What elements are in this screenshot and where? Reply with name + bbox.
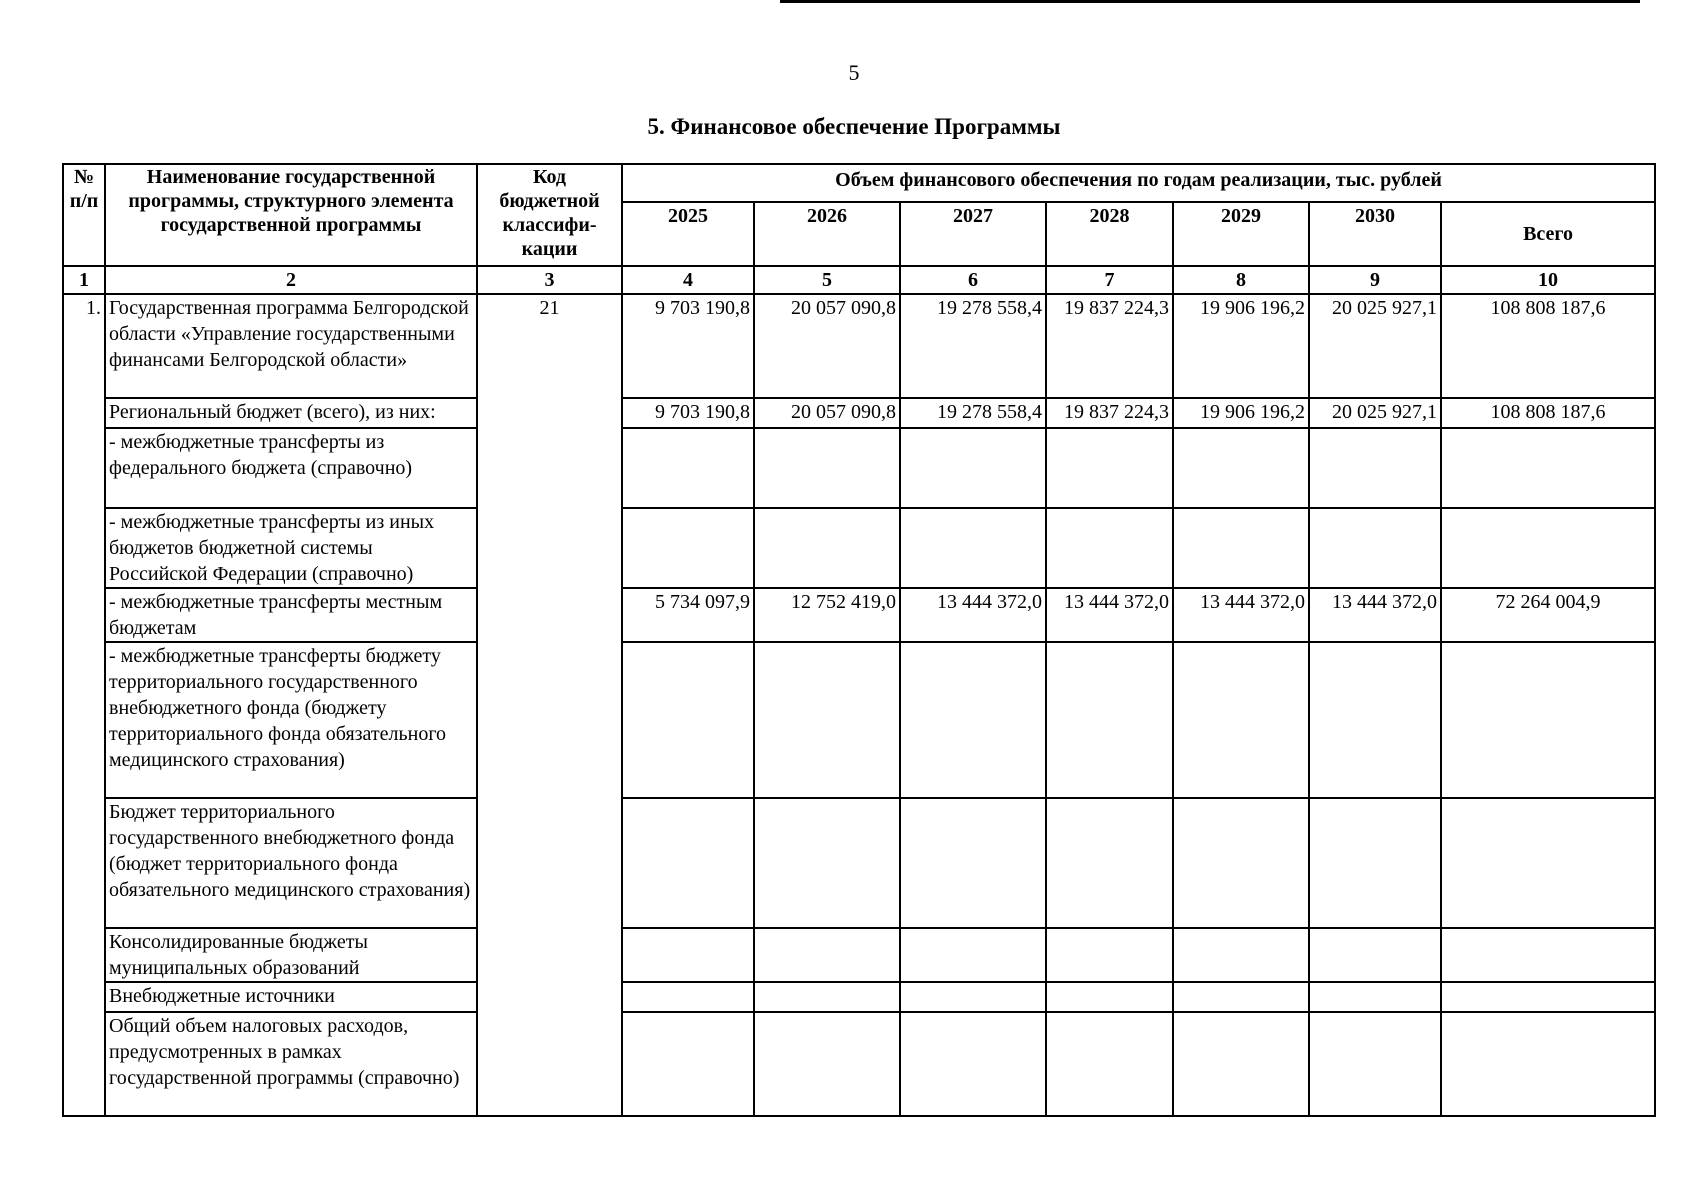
value-2025: 5 734 097,9: [622, 588, 754, 642]
value-total: [1441, 642, 1655, 798]
value-2030: [1309, 1012, 1441, 1116]
column-number: 1: [63, 266, 105, 294]
row-name: Общий объем налоговых расходов, предусмотренных в рамках государственной программы (справочно): [105, 1012, 477, 1116]
value-2030: [1309, 428, 1441, 508]
value-2028: 19 837 224,3: [1046, 294, 1173, 398]
value-2027: [900, 642, 1046, 798]
table-row: [63, 1012, 1655, 1116]
value-total: [1441, 508, 1655, 588]
column-number-row: [63, 266, 1655, 294]
page-number: 5: [848, 60, 860, 85]
value-2025: [622, 508, 754, 588]
header-name: Наименование государственной программы, структурного элемента государственной программы: [105, 164, 477, 266]
header-volume: Объем финансового обеспечения по годам реализации, тыс. рублей: [622, 164, 1655, 202]
value-2030: [1309, 982, 1441, 1012]
top-rule: [780, 0, 1640, 3]
value-2028: [1046, 982, 1173, 1012]
value-2028: 19 837 224,3: [1046, 398, 1173, 428]
header-year-2027: 2027: [900, 202, 1046, 266]
value-2026: [754, 1012, 900, 1116]
value-2030: 20 025 927,1: [1309, 294, 1441, 398]
column-number: 6: [900, 266, 1046, 294]
table-row: [63, 294, 1655, 398]
column-number: 5: [754, 266, 900, 294]
column-number: 10: [1441, 266, 1655, 294]
value-2026: [754, 928, 900, 982]
header-year-2028: 2028: [1046, 202, 1173, 266]
table-row: [63, 798, 1655, 928]
value-2025: 9 703 190,8: [622, 294, 754, 398]
value-2026: [754, 982, 900, 1012]
value-total: 108 808 187,6: [1441, 294, 1655, 398]
value-2026: [754, 798, 900, 928]
section-title: 5. Финансовое обеспечение Программы: [647, 114, 1061, 139]
value-2028: [1046, 428, 1173, 508]
value-2025: [622, 1012, 754, 1116]
column-number: 2: [105, 266, 477, 294]
column-number: 4: [622, 266, 754, 294]
value-2029: [1173, 428, 1309, 508]
table-row: [63, 982, 1655, 1012]
header-row-1: [63, 164, 1655, 202]
financing-table: [62, 163, 1656, 1117]
value-2028: [1046, 798, 1173, 928]
value-2030: 13 444 372,0: [1309, 588, 1441, 642]
value-2029: [1173, 642, 1309, 798]
table-row: [63, 588, 1655, 642]
value-total: [1441, 798, 1655, 928]
row-name: Региональный бюджет (всего), из них:: [105, 398, 477, 428]
value-2025: [622, 428, 754, 508]
value-2027: [900, 982, 1046, 1012]
value-total: 72 264 004,9: [1441, 588, 1655, 642]
table-row: [63, 642, 1655, 798]
value-2025: [622, 642, 754, 798]
value-2027: [900, 928, 1046, 982]
value-2029: [1173, 798, 1309, 928]
value-2029: [1173, 928, 1309, 982]
value-2030: [1309, 798, 1441, 928]
column-number: 8: [1173, 266, 1309, 294]
value-2028: [1046, 1012, 1173, 1116]
value-2027: [900, 798, 1046, 928]
table-row: [63, 398, 1655, 428]
value-total: 108 808 187,6: [1441, 398, 1655, 428]
value-2027: [900, 428, 1046, 508]
header-year-2026: 2026: [754, 202, 900, 266]
value-total: [1441, 428, 1655, 508]
row-name: - межбюджетные трансферты из федерального бюджета (справочно): [105, 428, 477, 508]
value-2029: 19 906 196,2: [1173, 398, 1309, 428]
value-2025: [622, 798, 754, 928]
row-name: - межбюджетные трансферты из иных бюджетов бюджетной системы Российской Федерации (справочно): [105, 508, 477, 588]
table-row: [63, 508, 1655, 588]
row-name: - межбюджетные трансферты бюджету территориального государственного внебюджетного фонда (бюджету территориального фонда обязательного медицинского страхования): [105, 642, 477, 798]
value-2029: [1173, 508, 1309, 588]
value-2025: [622, 982, 754, 1012]
header-year-2025: 2025: [622, 202, 754, 266]
header-year-2030: 2030: [1309, 202, 1441, 266]
value-2030: [1309, 642, 1441, 798]
value-2027: [900, 1012, 1046, 1116]
row-number: 1.: [63, 294, 105, 1116]
column-number: 3: [477, 266, 622, 294]
row-name: Государственная программа Белгородской области «Управление государственными финансами Белгородской области»: [105, 294, 477, 398]
header-year-2029: 2029: [1173, 202, 1309, 266]
value-2027: 19 278 558,4: [900, 398, 1046, 428]
row-name: Внебюджетные источники: [105, 982, 477, 1012]
value-2028: [1046, 508, 1173, 588]
value-2026: [754, 508, 900, 588]
table-row: [63, 928, 1655, 982]
column-number: 9: [1309, 266, 1441, 294]
value-total: [1441, 1012, 1655, 1116]
value-2029: [1173, 1012, 1309, 1116]
value-2027: [900, 508, 1046, 588]
value-2029: 19 906 196,2: [1173, 294, 1309, 398]
value-2025: 9 703 190,8: [622, 398, 754, 428]
table-row: [63, 428, 1655, 508]
value-2030: [1309, 508, 1441, 588]
row-name: - межбюджетные трансферты местным бюджетам: [105, 588, 477, 642]
header-total: Всего: [1441, 202, 1655, 266]
value-2026: [754, 642, 900, 798]
value-2029: [1173, 982, 1309, 1012]
header-number: № п/п: [63, 164, 105, 266]
value-2028: [1046, 928, 1173, 982]
row-name: Консолидированные бюджеты муниципальных образований: [105, 928, 477, 982]
row-code: 21: [477, 294, 622, 1116]
row-name: Бюджет территориального государственного внебюджетного фонда (бюджет территориального фонда обязательного медицинского страхования): [105, 798, 477, 928]
column-number: 7: [1046, 266, 1173, 294]
value-2030: [1309, 928, 1441, 982]
value-2026: 12 752 419,0: [754, 588, 900, 642]
value-total: [1441, 982, 1655, 1012]
value-2026: 20 057 090,8: [754, 294, 900, 398]
value-2026: [754, 428, 900, 508]
value-2025: [622, 928, 754, 982]
value-total: [1441, 928, 1655, 982]
header-code: Код бюджетной классифи-кации: [477, 164, 622, 266]
value-2028: 13 444 372,0: [1046, 588, 1173, 642]
value-2026: 20 057 090,8: [754, 398, 900, 428]
value-2027: 19 278 558,4: [900, 294, 1046, 398]
value-2027: 13 444 372,0: [900, 588, 1046, 642]
value-2028: [1046, 642, 1173, 798]
value-2029: 13 444 372,0: [1173, 588, 1309, 642]
value-2030: 20 025 927,1: [1309, 398, 1441, 428]
